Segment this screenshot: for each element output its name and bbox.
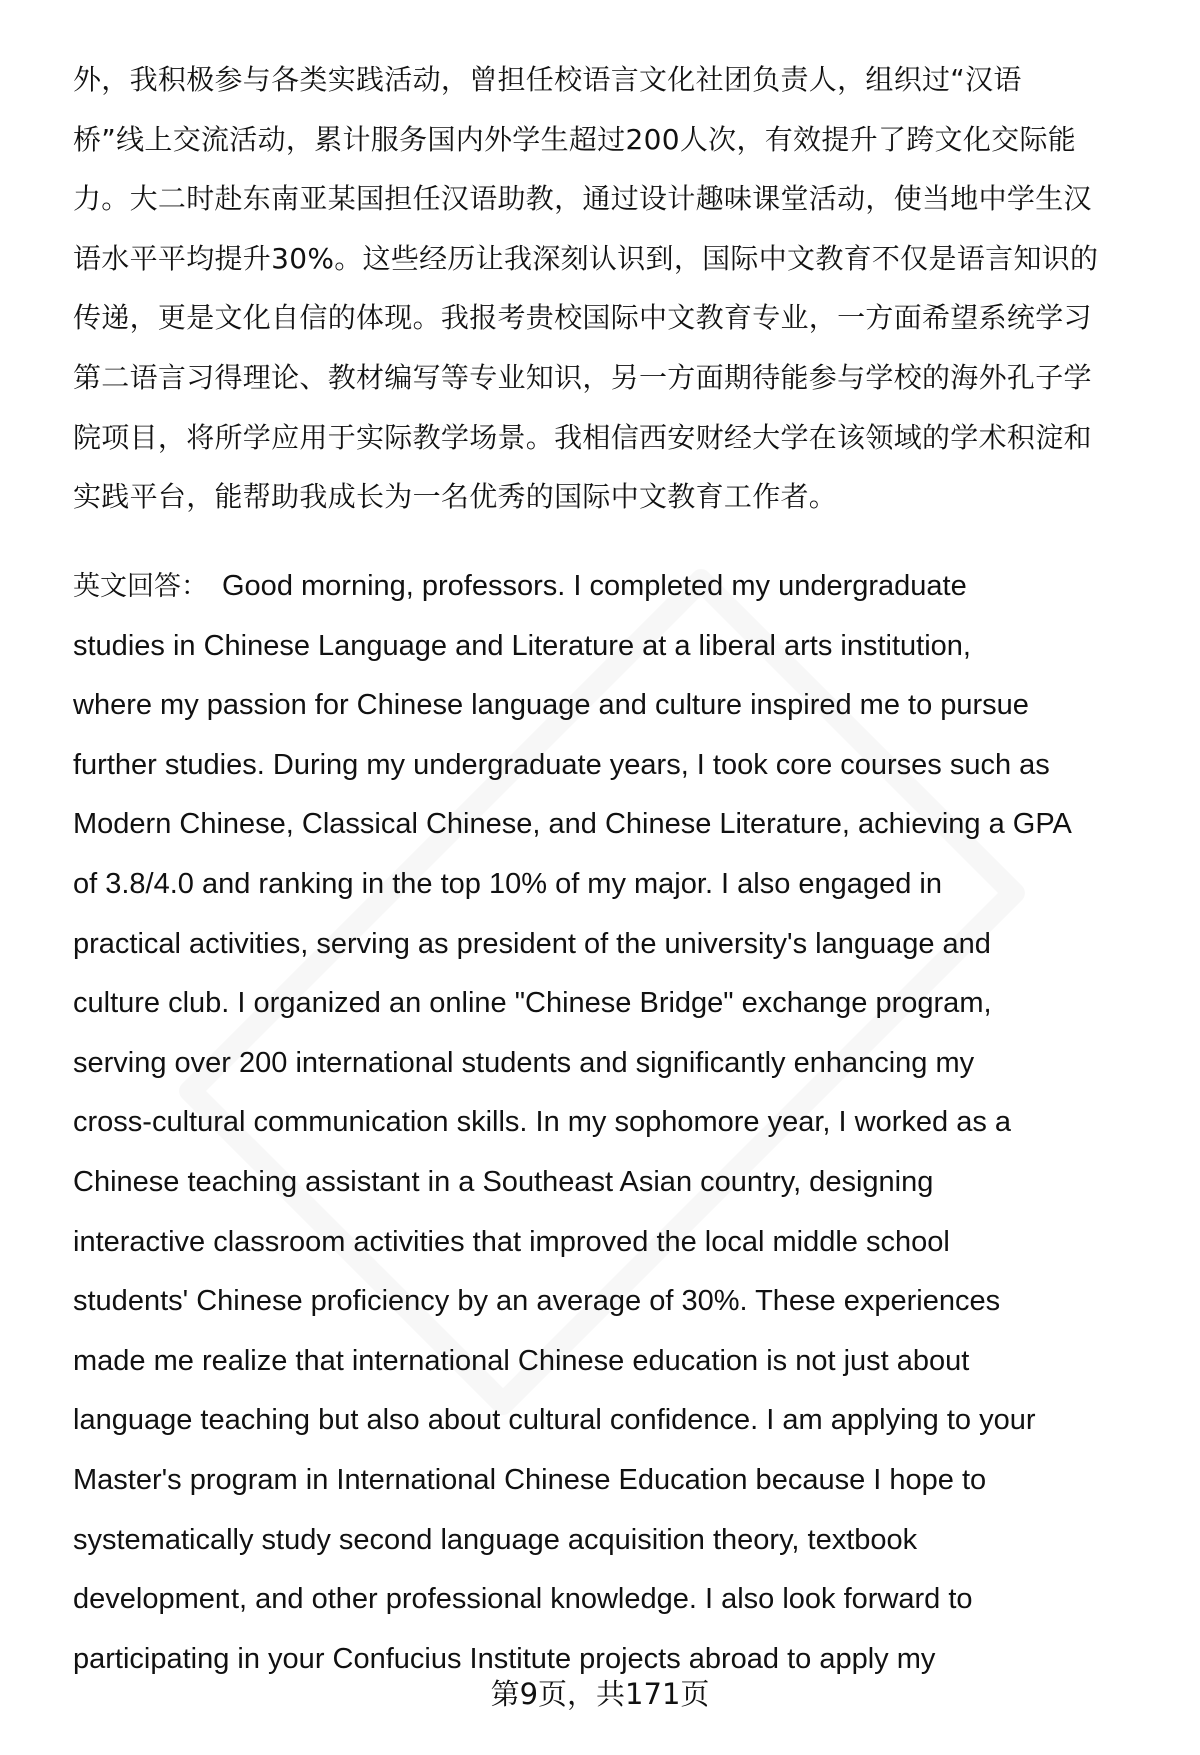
- english-answer-label: 英文回答：: [73, 571, 208, 602]
- text-line: Chinese teaching assistant in a Southeast Asian country, designing: [73, 1165, 934, 1198]
- text-line: 第二语言习得理论、教材编写等专业知识，另一方面期待能参与学校的海外孔子学: [73, 360, 1092, 394]
- text-line: serving over 200 international students and significantly enhancing my: [73, 1046, 975, 1079]
- text-line: students' Chinese proficiency by an average of 30%. These experiences: [73, 1285, 1001, 1318]
- text-line: culture club. I organized an online "Chinese Bridge" exchange program,: [73, 987, 992, 1020]
- text-line: systematically study second language acquisition theory, textbook: [73, 1523, 918, 1556]
- text-line: Modern Chinese, Classical Chinese, and Chinese Literature, achieving a GPA: [73, 808, 1072, 841]
- text-line: participating in your Confucius Institute projects abroad to apply my: [73, 1642, 936, 1675]
- text-line: language teaching but also about cultural confidence. I am applying to your: [73, 1404, 1036, 1437]
- text-line: 语水平平均提升30%。这些经历让我深刻认识到，国际中文教育不仅是语言知识的: [73, 241, 1099, 275]
- text-line: 实践平台，能帮助我成长为一名优秀的国际中文教育工作者。: [73, 480, 838, 514]
- text-line: 力。大二时赴东南亚某国担任汉语助教，通过设计趣味课堂活动，使当地中学生汉: [73, 182, 1092, 216]
- text-line: 桥”线上交流活动，累计服务国内外学生超过200人次，有效提升了跨文化交际能: [73, 122, 1077, 156]
- text-line: 传递，更是文化自信的体现。我报考贵校国际中文教育专业，一方面希望系统学习: [73, 301, 1092, 335]
- page-indicator: 第9页，共171页: [490, 1677, 710, 1711]
- text-line: 外，我积极参与各类实践活动，曾担任校语言文化社团负责人，组织过“汉语: [73, 63, 1022, 96]
- text-line: where my passion for Chinese language and culture inspired me to pursue: [73, 689, 1029, 722]
- text-line: further studies. During my undergraduate years, I took core courses such as: [73, 748, 1050, 781]
- text-line-content: Good morning, professors. I completed my undergraduate: [222, 570, 967, 602]
- text-line: Master's program in International Chinese Education because I hope to: [73, 1463, 987, 1496]
- text-line: [73, 557, 1173, 617]
- text-line: interactive classroom activities that improved the local middle school: [73, 1225, 950, 1258]
- english-answer-paragraph: [73, 557, 1173, 1689]
- text-line: made me realize that international Chinese education is not just about: [73, 1344, 970, 1377]
- chinese-answer-paragraph: [73, 50, 1173, 527]
- text-line: development, and other professional knowledge. I also look forward to: [73, 1583, 973, 1616]
- text-line: 院项目，将所学应用于实际教学场景。我相信西安财经大学在该领域的学术积淀和: [73, 420, 1092, 454]
- text-line: practical activities, serving as president of the university's language and: [73, 927, 991, 960]
- text-line: of 3.8/4.0 and ranking in the top 10% of my major. I also engaged in: [73, 867, 942, 900]
- text-line: studies in Chinese Language and Literature at a liberal arts institution,: [73, 629, 971, 662]
- text-line: cross-cultural communication skills. In my sophomore year, I worked as a: [73, 1106, 1012, 1139]
